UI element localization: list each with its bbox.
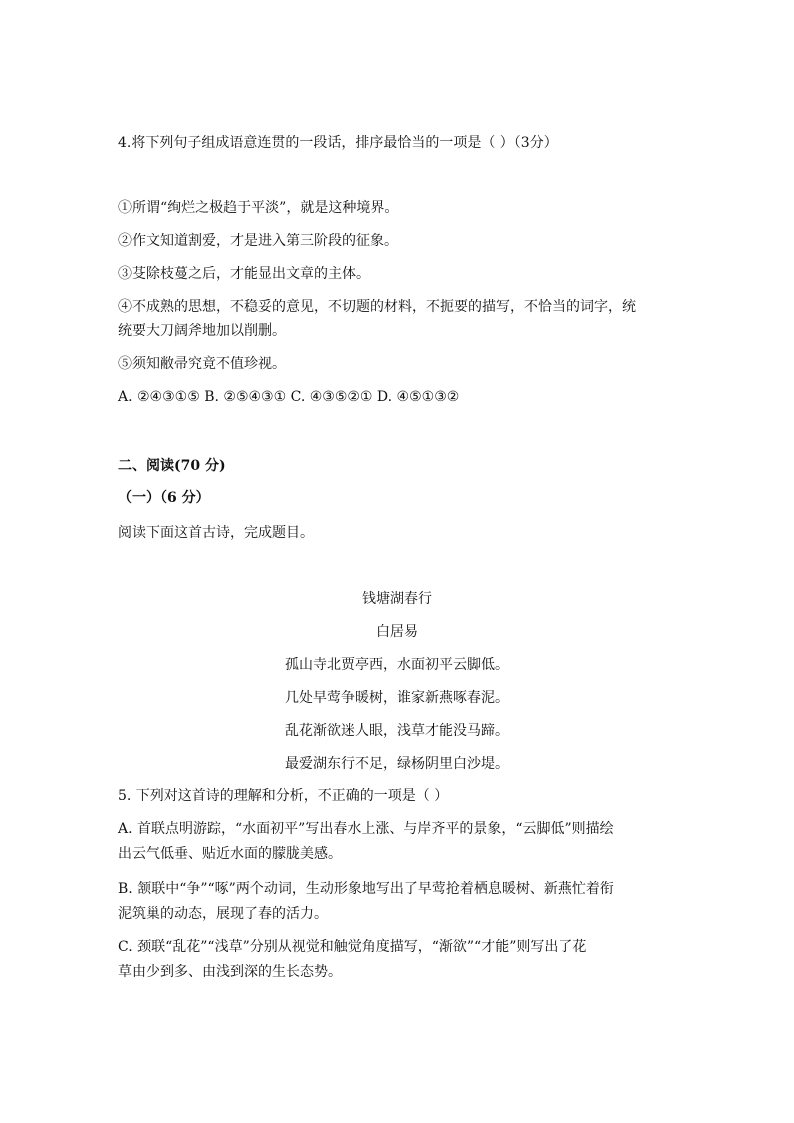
question-5-option-a: A. 首联点明游踪，“水面初平”写出春水上涨、与岸齐平的景象，“云脚低”则描绘 bbox=[118, 821, 614, 837]
poem-author: 白居易 bbox=[376, 624, 418, 640]
question-4-options: A. ②④③①⑤ B. ②⑤④③① C. ④③⑤②① D. ④⑤①③② bbox=[118, 389, 460, 405]
question-4-sentence-2: ②作文知道割爱，才是进入第三阶段的征象。 bbox=[118, 233, 398, 249]
question-5-option-a-continued: 出云气低垂、贴近水面的朦胧美感。 bbox=[118, 846, 342, 862]
question-5-option-c: C. 颈联“乱花”“浅草”分别从视觉和触觉角度描写，“渐欲”“才能”则写出了花 bbox=[118, 939, 587, 955]
question-4-sentence-4-continued: 统要大刀阔斧地加以削删。 bbox=[118, 323, 286, 339]
question-4-sentence-1: ①所谓“绚烂之极趋于平淡”，就是这种境界。 bbox=[118, 200, 399, 216]
question-5-stem: 5. 下列对这首诗的理解和分析，不正确的一项是（ ） bbox=[118, 788, 449, 804]
poem-line-2: 几处早莺争暖树，谁家新燕啄春泥。 bbox=[285, 690, 509, 706]
section-2-heading: 二、阅读(70 分) bbox=[118, 458, 226, 474]
poem-title: 钱塘湖春行 bbox=[362, 591, 432, 607]
poem-line-4: 最爱湖东行不足，绿杨阴里白沙堤。 bbox=[285, 756, 509, 772]
question-5-option-c-continued: 草由少到多、由浅到深的生长态势。 bbox=[118, 964, 342, 980]
reading-instruction: 阅读下面这首古诗，完成题目。 bbox=[118, 525, 314, 541]
poem-line-1: 孤山寺北贾亭西，水面初平云脚低。 bbox=[285, 657, 509, 673]
question-5-option-b-continued: 泥筑巢的动态，展现了春的活力。 bbox=[118, 906, 328, 922]
poem-line-3: 乱花渐欲迷人眼，浅草才能没马蹄。 bbox=[285, 723, 509, 739]
question-4-stem: 4.将下列句子组成语意连贯的一段话，排序最恰当的一项是（ ）（3分） bbox=[118, 135, 558, 151]
question-4-sentence-4: ④不成熟的思想，不稳妥的意见，不切题的材料，不扼要的描写，不恰当的词字，统 bbox=[118, 299, 636, 315]
question-4-sentence-3: ③芟除枝蔓之后，才能显出文章的主体。 bbox=[118, 266, 370, 282]
question-5-option-b: B. 颔联中“争”“啄”两个动词，生动形象地写出了早莺抢着栖息暖树、新燕忙着衔 bbox=[118, 881, 614, 897]
subsection-1-heading: （一）（6 分） bbox=[118, 490, 210, 506]
question-4-sentence-5: ⑤须知敝帚究竟不值珍视。 bbox=[118, 356, 286, 372]
